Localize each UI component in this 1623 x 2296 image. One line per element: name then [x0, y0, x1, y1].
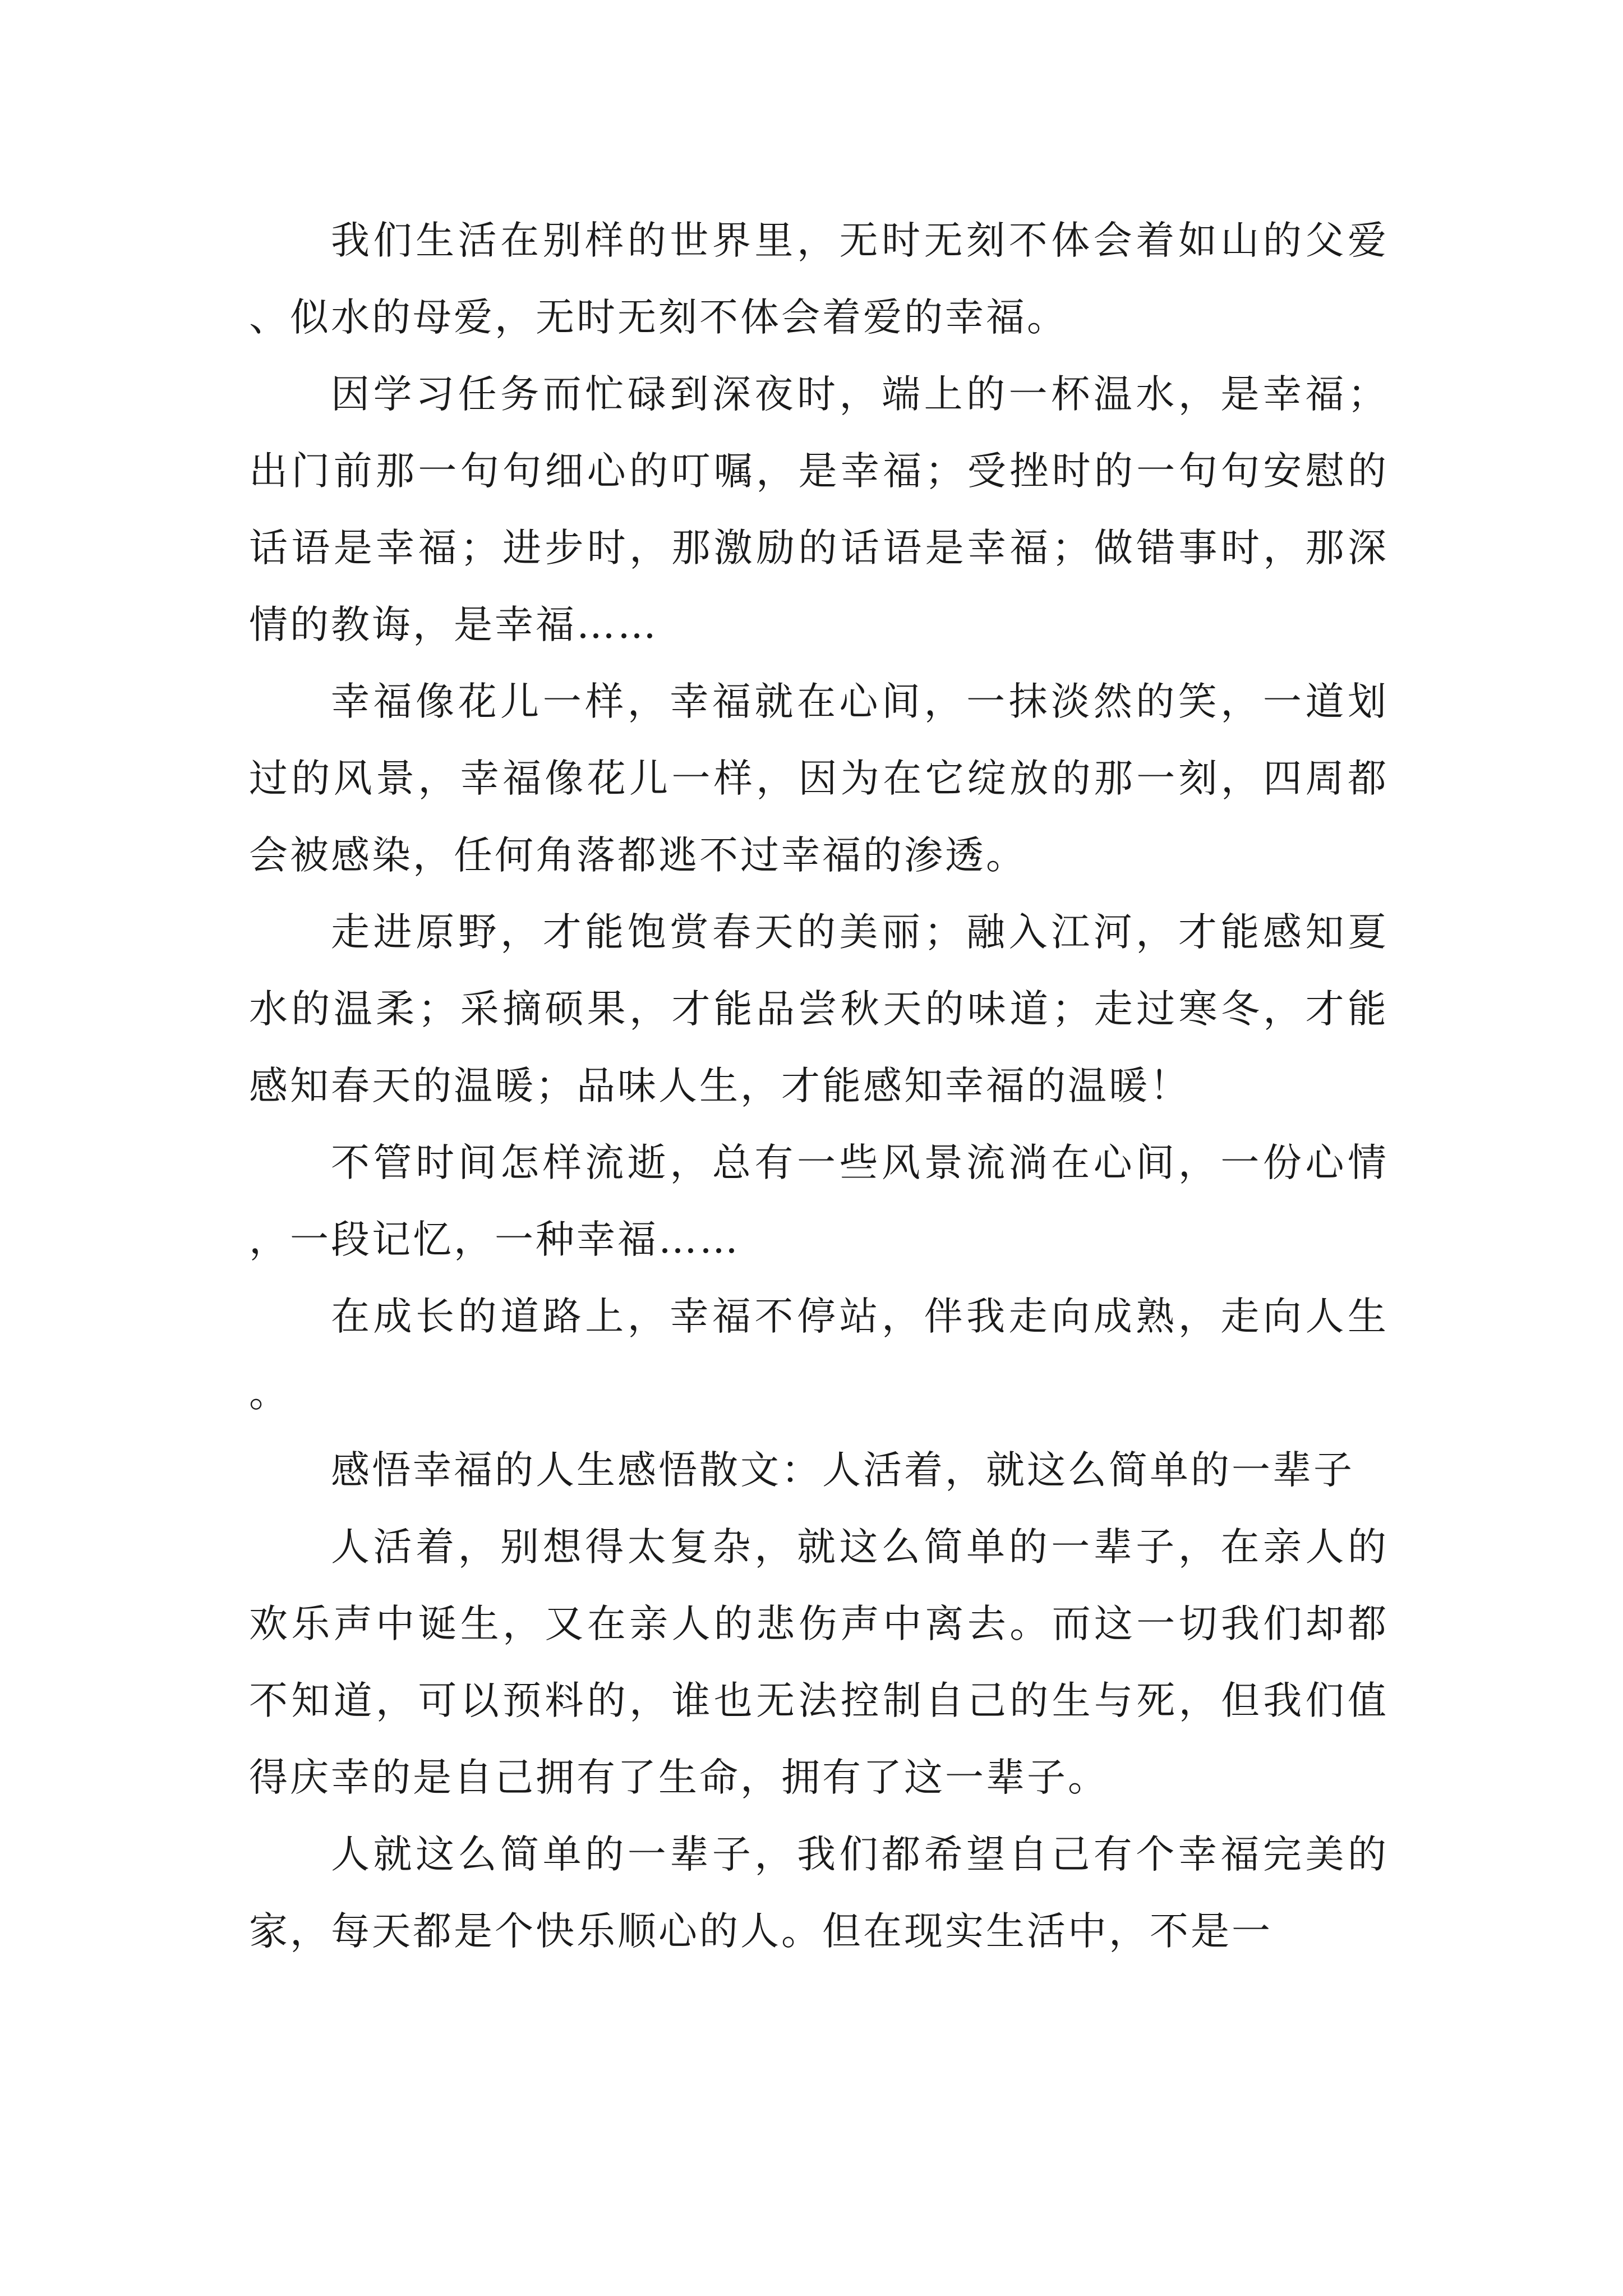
paragraph-8: 人就这么简单的一辈子，我们都希望自己有个幸福完美的家，每天都是个快乐顺心的人。但在现实生活中，不是一 — [249, 1832, 1389, 1954]
document-body — [249, 203, 1389, 1970]
paragraph-7: 人活着，别想得太复杂，就这么简单的一辈子，在亲人的欢乐声中诞生，又在亲人的悲伤声中离去。而这一切我们却都不知道，可以预料的，谁也无法控制自己的生与死，但我们值得庆幸的是自己拥有了生命，拥有了这一辈子。 — [249, 1525, 1389, 1800]
paragraph-5: 不管时间怎样流逝，总有一些风景流淌在心间，一份心情，一段记忆，一种幸福…… — [249, 1140, 1389, 1262]
paragraph-2: 因学习任务而忙碌到深夜时，端上的一杯温水，是幸福；出门前那一句句细心的叮嘱，是幸福；受挫时的一句句安慰的话语是幸福；进步时，那激励的话语是幸福；做错事时，那深情的教诲，是幸福…… — [249, 372, 1389, 647]
paragraph-1: 我们生活在别样的世界里，无时无刻不体会着如山的父爱、似水的母爱，无时无刻不体会着爱的幸福。 — [249, 218, 1389, 340]
paragraph-3: 幸福像花儿一样，幸福就在心间，一抹淡然的笑，一道划过的风景，幸福像花儿一样，因为在它绽放的那一刻，四周都会被感染，任何角落都逃不过幸福的渗透。 — [249, 679, 1389, 878]
section-heading: 感悟幸福的人生感悟散文：人活着，就这么简单的一辈子 — [331, 1448, 1354, 1493]
paragraph-6: 在成长的道路上，幸福不停站，伴我走向成熟，走向人生。 — [249, 1294, 1389, 1416]
paragraph-4: 走进原野，才能饱赏春天的美丽；融入江河，才能感知夏水的温柔；采摘硕果，才能品尝秋天的味道；走过寒冬，才能感知春天的温暖；品味人生，才能感知幸福的温暖！ — [249, 910, 1389, 1108]
